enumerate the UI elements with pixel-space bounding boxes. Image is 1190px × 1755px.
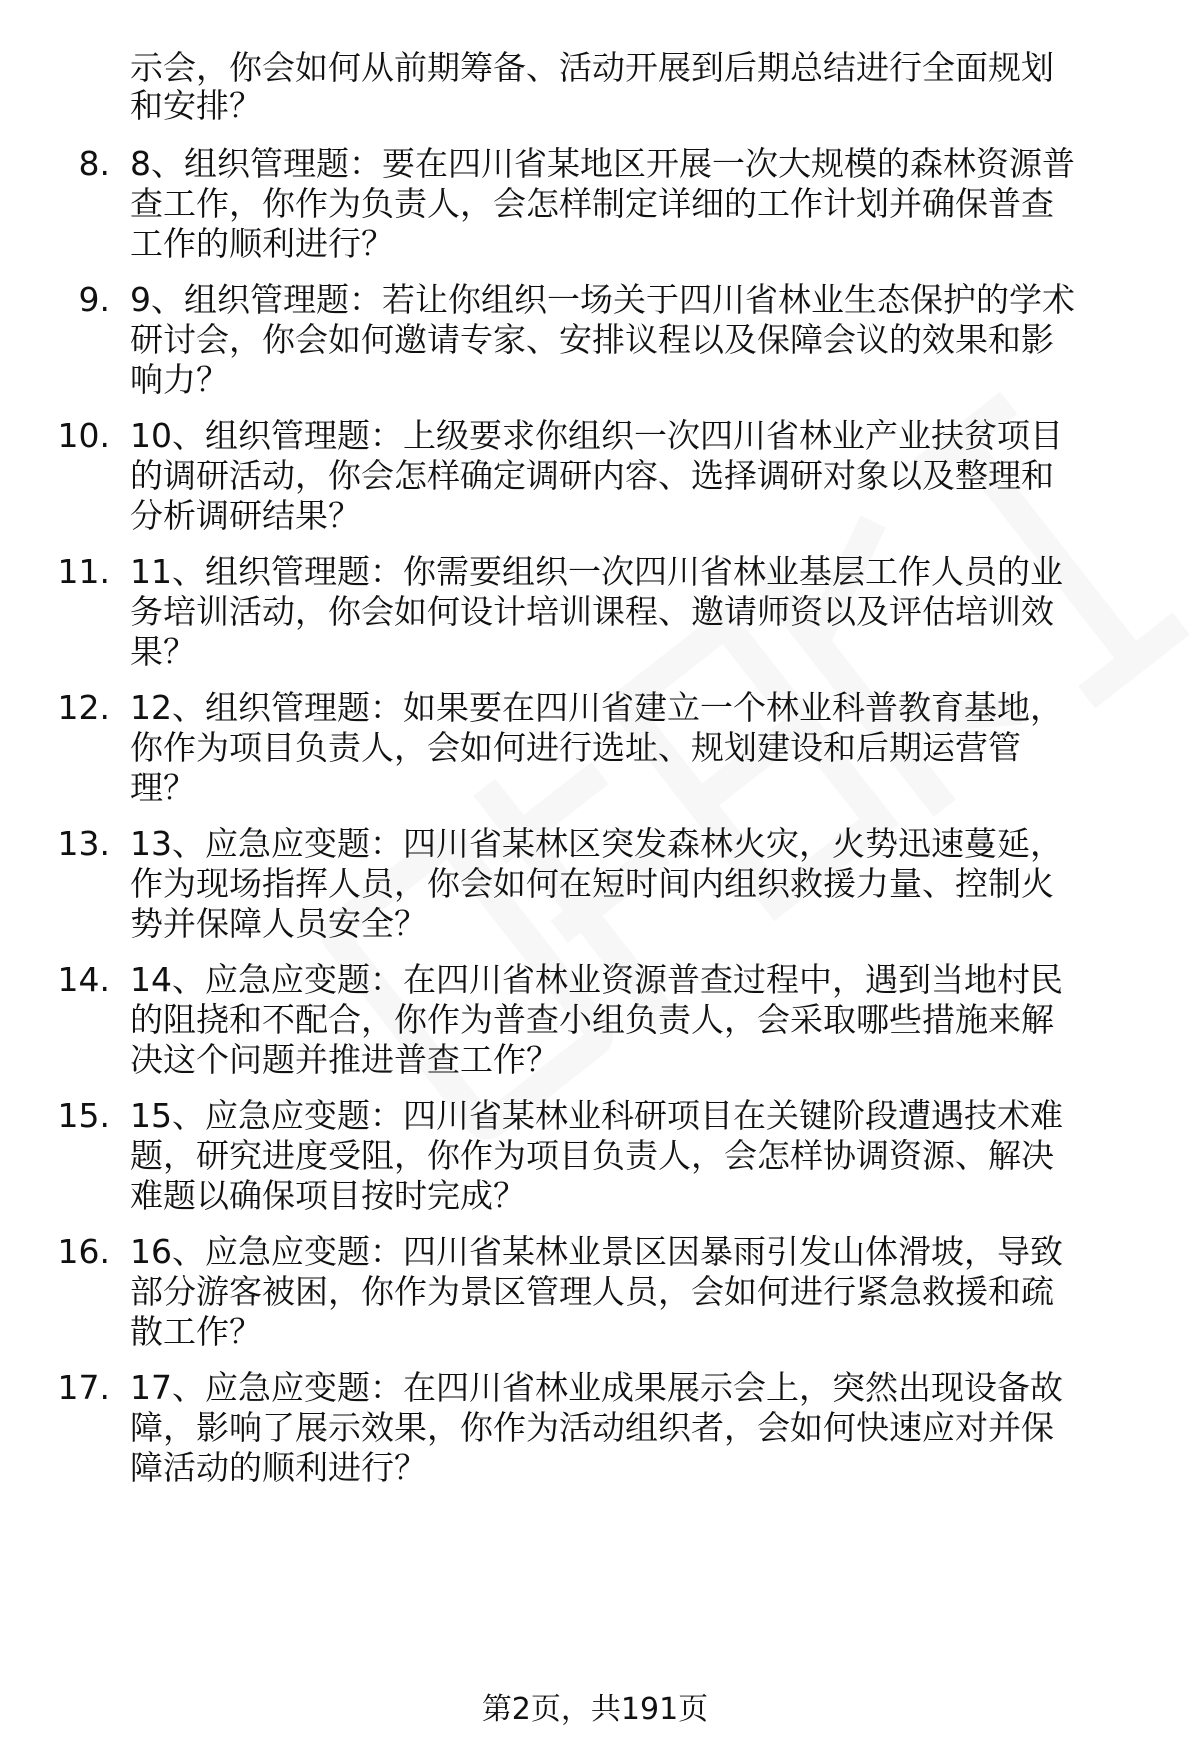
- question-line: 题，研究进度受阻，你作为项目负责人，会怎样协调资源、解决: [130, 1136, 1054, 1175]
- question-line: 10、组织管理题：上级要求你组织一次四川省林业产业扶贫项目: [130, 416, 1063, 455]
- question-line: 14、应急应变题：在四川省林业资源普查过程中，遇到当地村民: [130, 960, 1063, 999]
- question-line: 的调研活动，你会怎样确定调研内容、选择调研对象以及整理和: [130, 456, 1054, 495]
- question-number: 10.: [57, 416, 110, 455]
- question-line: 障活动的顺利进行？: [130, 1448, 427, 1487]
- question-line: 9、组织管理题：若让你组织一场关于四川省林业生态保护的学术: [130, 280, 1075, 319]
- question-number: 15.: [57, 1096, 110, 1135]
- question-line: 研讨会，你会如何邀请专家、安排议程以及保障会议的效果和影: [130, 320, 1054, 359]
- question-line: 势并保障人员安全？: [130, 904, 427, 943]
- question-line: 你作为项目负责人，会如何进行选址、规划建设和后期运营管: [130, 728, 1021, 767]
- question-number: 8.: [78, 144, 110, 183]
- intro-line-1: 示会，你会如何从前期筹备、活动开展到后期总结进行全面规划: [130, 48, 1054, 87]
- question-line: 障，影响了展示效果，你作为活动组织者，会如何快速应对并保: [130, 1408, 1054, 1447]
- question-line: 15、应急应变题：四川省某林业科研项目在关键阶段遭遇技术难: [130, 1096, 1063, 1135]
- question-line: 分析调研结果？: [130, 496, 361, 535]
- intro-line-2: 和安排？: [130, 86, 262, 125]
- question-line: 16、应急应变题：四川省某林业景区因暴雨引发山体滑坡，导致: [130, 1232, 1063, 1271]
- question-line: 果？: [130, 632, 196, 671]
- question-number: 9.: [78, 280, 110, 319]
- question-number: 14.: [57, 960, 110, 999]
- question-line: 17、应急应变题：在四川省林业成果展示会上，突然出现设备故: [130, 1368, 1063, 1407]
- question-line: 作为现场指挥人员，你会如何在短时间内组织救援力量、控制火: [130, 864, 1054, 903]
- question-line: 的阻挠和不配合，你作为普查小组负责人，会采取哪些措施来解: [130, 1000, 1054, 1039]
- question-number: 11.: [57, 552, 110, 591]
- question-line: 务培训活动，你会如何设计培训课程、邀请师资以及评估培训效: [130, 592, 1054, 631]
- question-line: 响力？: [130, 360, 229, 399]
- question-line: 决这个问题并推进普查工作？: [130, 1040, 559, 1079]
- question-number: 13.: [57, 824, 110, 863]
- question-line: 工作的顺利进行？: [130, 224, 394, 263]
- question-number: 16.: [57, 1232, 110, 1271]
- question-line: 查工作，你作为负责人，会怎样制定详细的工作计划并确保普查: [130, 184, 1054, 223]
- question-line: 理？: [130, 768, 196, 807]
- question-line: 散工作？: [130, 1312, 262, 1351]
- question-line: 11、组织管理题：你需要组织一次四川省林业基层工作人员的业: [130, 552, 1063, 591]
- question-line: 部分游客被困，你作为景区管理人员，会如何进行紧急救援和疏: [130, 1272, 1054, 1311]
- question-line: 8、组织管理题：要在四川省某地区开展一次大规模的森林资源普: [130, 144, 1075, 183]
- question-line: 难题以确保项目按时完成？: [130, 1176, 526, 1215]
- question-line: 12、组织管理题：如果要在四川省建立一个林业科普教育基地，: [130, 688, 1063, 727]
- question-number: 12.: [57, 688, 110, 727]
- question-number: 17.: [57, 1368, 110, 1407]
- page-number-footer: 第2页，共191页: [481, 1692, 709, 1727]
- question-line: 13、应急应变题：四川省某林区突发森林火灾，火势迅速蔓延，: [130, 824, 1063, 863]
